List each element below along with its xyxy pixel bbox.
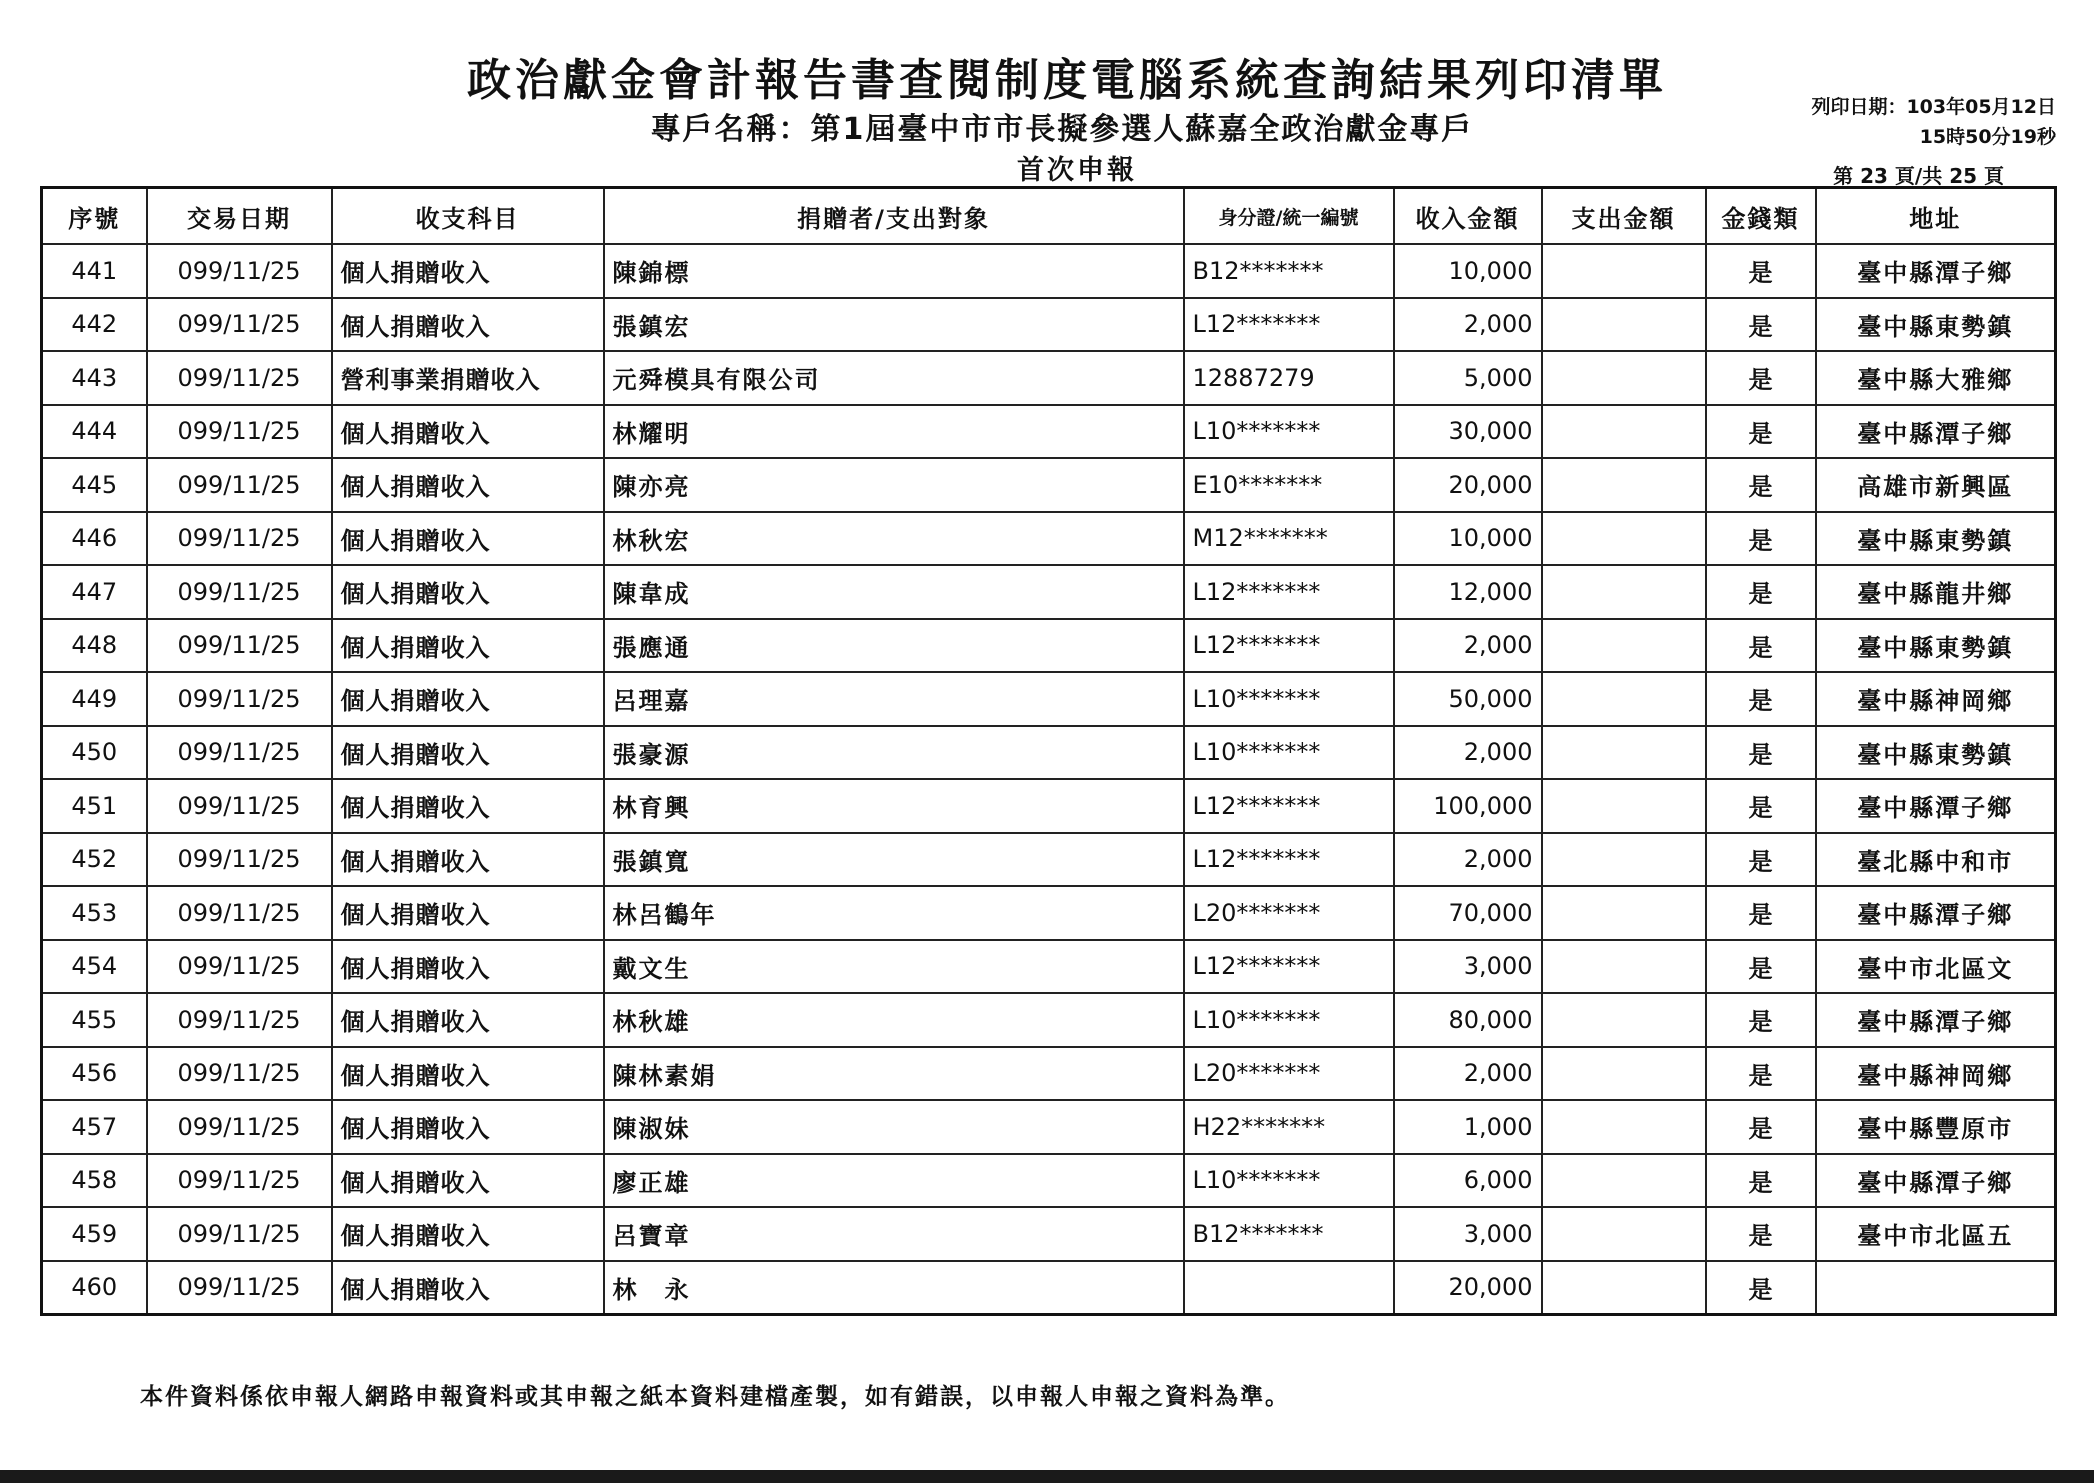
- seq-cell: 443: [42, 351, 147, 405]
- money-type-cell: 是: [1706, 298, 1816, 352]
- id-cell: B12*******: [1184, 1207, 1394, 1261]
- income-cell: 12,000: [1394, 565, 1542, 619]
- table-row: [42, 779, 2056, 833]
- category-cell: 個人捐贈收入: [332, 244, 604, 298]
- address-cell: 高雄市新興區: [1816, 458, 2056, 512]
- date-cell: 099/11/25: [147, 993, 332, 1047]
- seq-cell: 460: [42, 1261, 147, 1315]
- money-type-cell: 是: [1706, 726, 1816, 780]
- date-cell: 099/11/25: [147, 1207, 332, 1261]
- table-row: [42, 1207, 2056, 1261]
- expense-cell: [1542, 993, 1706, 1047]
- table-row: [42, 458, 2056, 512]
- table-row: [42, 886, 2056, 940]
- address-cell: 臺中縣潭子鄉: [1816, 886, 2056, 940]
- column-header: 收支科目: [332, 188, 604, 245]
- date-cell: 099/11/25: [147, 940, 332, 994]
- category-cell: 個人捐贈收入: [332, 1100, 604, 1154]
- column-header: 序號: [42, 188, 147, 245]
- income-cell: 2,000: [1394, 298, 1542, 352]
- id-cell: E10*******: [1184, 458, 1394, 512]
- id-cell: 12887279: [1184, 351, 1394, 405]
- donor-cell: 呂寶章: [604, 1207, 1184, 1261]
- category-cell: 個人捐贈收入: [332, 1207, 604, 1261]
- date-cell: 099/11/25: [147, 1154, 332, 1208]
- date-cell: 099/11/25: [147, 405, 332, 459]
- seq-cell: 447: [42, 565, 147, 619]
- address-cell: 臺中市北區文: [1816, 940, 2056, 994]
- date-cell: 099/11/25: [147, 1047, 332, 1101]
- income-cell: 2,000: [1394, 619, 1542, 673]
- category-cell: 個人捐贈收入: [332, 779, 604, 833]
- table-row: [42, 619, 2056, 673]
- money-type-cell: 是: [1706, 1261, 1816, 1315]
- date-cell: 099/11/25: [147, 1261, 332, 1315]
- category-cell: 營利事業捐贈收入: [332, 351, 604, 405]
- table-row: [42, 833, 2056, 887]
- expense-cell: [1542, 458, 1706, 512]
- table-row: [42, 244, 2056, 298]
- seq-cell: 442: [42, 298, 147, 352]
- address-cell: 臺中縣東勢鎮: [1816, 512, 2056, 566]
- category-cell: 個人捐贈收入: [332, 940, 604, 994]
- date-cell: 099/11/25: [147, 619, 332, 673]
- income-cell: 100,000: [1394, 779, 1542, 833]
- expense-cell: [1542, 1154, 1706, 1208]
- category-cell: 個人捐贈收入: [332, 993, 604, 1047]
- money-type-cell: 是: [1706, 779, 1816, 833]
- expense-cell: [1542, 619, 1706, 673]
- id-cell: L12*******: [1184, 833, 1394, 887]
- money-type-cell: 是: [1706, 1154, 1816, 1208]
- date-cell: 099/11/25: [147, 833, 332, 887]
- id-cell: L12*******: [1184, 619, 1394, 673]
- address-cell: 臺中縣潭子鄉: [1816, 244, 2056, 298]
- expense-cell: [1542, 1207, 1706, 1261]
- seq-cell: 453: [42, 886, 147, 940]
- address-cell: 臺中縣豐原市: [1816, 1100, 2056, 1154]
- seq-cell: 444: [42, 405, 147, 459]
- donor-cell: 林秋宏: [604, 512, 1184, 566]
- expense-cell: [1542, 1100, 1706, 1154]
- donor-cell: 林呂鶴年: [604, 886, 1184, 940]
- seq-cell: 445: [42, 458, 147, 512]
- money-type-cell: 是: [1706, 244, 1816, 298]
- income-cell: 5,000: [1394, 351, 1542, 405]
- table-row: [42, 298, 2056, 352]
- donor-cell: 張豪源: [604, 726, 1184, 780]
- column-header: 金錢類: [1706, 188, 1816, 245]
- address-cell: 臺中縣潭子鄉: [1816, 993, 2056, 1047]
- id-cell: H22*******: [1184, 1100, 1394, 1154]
- table-row: [42, 1154, 2056, 1208]
- seq-cell: 452: [42, 833, 147, 887]
- account-name: 專戶名稱：第1屆臺中市市長擬參選人蘇嘉全政治獻金專戶: [650, 112, 1474, 147]
- money-type-cell: 是: [1706, 405, 1816, 459]
- seq-cell: 450: [42, 726, 147, 780]
- income-cell: 2,000: [1394, 1047, 1542, 1101]
- category-cell: 個人捐贈收入: [332, 1154, 604, 1208]
- table-row: [42, 565, 2056, 619]
- income-cell: 10,000: [1394, 512, 1542, 566]
- date-cell: 099/11/25: [147, 672, 332, 726]
- money-type-cell: 是: [1706, 833, 1816, 887]
- income-cell: 3,000: [1394, 940, 1542, 994]
- seq-cell: 449: [42, 672, 147, 726]
- category-cell: 個人捐贈收入: [332, 726, 604, 780]
- donor-cell: 張鎮宏: [604, 298, 1184, 352]
- income-cell: 30,000: [1394, 405, 1542, 459]
- seq-cell: 441: [42, 244, 147, 298]
- id-cell: L10*******: [1184, 993, 1394, 1047]
- seq-cell: 451: [42, 779, 147, 833]
- donation-ledger-table: [40, 186, 2057, 1316]
- table-row: [42, 1047, 2056, 1101]
- table-row: [42, 726, 2056, 780]
- id-cell: L12*******: [1184, 779, 1394, 833]
- column-header: 支出金額: [1542, 188, 1706, 245]
- seq-cell: 458: [42, 1154, 147, 1208]
- donor-cell: 廖正雄: [604, 1154, 1184, 1208]
- category-cell: 個人捐贈收入: [332, 298, 604, 352]
- expense-cell: [1542, 512, 1706, 566]
- category-cell: 個人捐贈收入: [332, 619, 604, 673]
- money-type-cell: 是: [1706, 619, 1816, 673]
- donor-cell: 元舜模具有限公司: [604, 351, 1184, 405]
- expense-cell: [1542, 351, 1706, 405]
- id-cell: L12*******: [1184, 565, 1394, 619]
- category-cell: 個人捐贈收入: [332, 1261, 604, 1315]
- seq-cell: 457: [42, 1100, 147, 1154]
- income-cell: 50,000: [1394, 672, 1542, 726]
- table-header-row: [42, 188, 2056, 245]
- money-type-cell: 是: [1706, 886, 1816, 940]
- donor-cell: 陳淑妹: [604, 1100, 1184, 1154]
- seq-cell: 456: [42, 1047, 147, 1101]
- donor-cell: 戴文生: [604, 940, 1184, 994]
- money-type-cell: 是: [1706, 1207, 1816, 1261]
- address-cell: 臺中縣潭子鄉: [1816, 405, 2056, 459]
- print-date: [1811, 92, 2056, 152]
- date-cell: 099/11/25: [147, 565, 332, 619]
- expense-cell: [1542, 886, 1706, 940]
- table-row: [42, 351, 2056, 405]
- donor-cell: 林育興: [604, 779, 1184, 833]
- date-cell: 099/11/25: [147, 298, 332, 352]
- donor-cell: 林耀明: [604, 405, 1184, 459]
- print-date-line2: 15時50分19秒: [1919, 126, 2056, 148]
- table-body: [42, 244, 2056, 1315]
- address-cell: 臺中縣神岡鄉: [1816, 672, 2056, 726]
- category-cell: 個人捐贈收入: [332, 458, 604, 512]
- donor-cell: 呂理嘉: [604, 672, 1184, 726]
- seq-cell: 454: [42, 940, 147, 994]
- id-cell: L10*******: [1184, 405, 1394, 459]
- category-cell: 個人捐贈收入: [332, 886, 604, 940]
- document-title: 政治獻金會計報告書查閱制度電腦系統查詢結果列印清單: [467, 55, 1667, 106]
- address-cell: 臺中市北區五: [1816, 1207, 2056, 1261]
- id-cell: M12*******: [1184, 512, 1394, 566]
- address-cell: 臺北縣中和市: [1816, 833, 2056, 887]
- money-type-cell: 是: [1706, 565, 1816, 619]
- address-cell: 臺中縣潭子鄉: [1816, 1154, 2056, 1208]
- expense-cell: [1542, 940, 1706, 994]
- footer-note: 本件資料係依申報人網路申報資料或其申報之紙本資料建檔產製，如有錯誤，以申報人申報之資料為準。: [140, 1384, 1290, 1410]
- money-type-cell: 是: [1706, 351, 1816, 405]
- money-type-cell: 是: [1706, 940, 1816, 994]
- expense-cell: [1542, 833, 1706, 887]
- money-type-cell: 是: [1706, 512, 1816, 566]
- income-cell: 6,000: [1394, 1154, 1542, 1208]
- expense-cell: [1542, 565, 1706, 619]
- expense-cell: [1542, 779, 1706, 833]
- id-cell: L10*******: [1184, 726, 1394, 780]
- money-type-cell: 是: [1706, 458, 1816, 512]
- category-cell: 個人捐贈收入: [332, 405, 604, 459]
- date-cell: 099/11/25: [147, 512, 332, 566]
- income-cell: 80,000: [1394, 993, 1542, 1047]
- column-header: 捐贈者/支出對象: [604, 188, 1184, 245]
- income-cell: 70,000: [1394, 886, 1542, 940]
- date-cell: 099/11/25: [147, 351, 332, 405]
- money-type-cell: 是: [1706, 1047, 1816, 1101]
- date-cell: 099/11/25: [147, 458, 332, 512]
- donor-cell: 張應通: [604, 619, 1184, 673]
- income-cell: 1,000: [1394, 1100, 1542, 1154]
- table-row: [42, 405, 2056, 459]
- report-type: 首次申報: [1017, 155, 1137, 186]
- address-cell: 臺中縣神岡鄉: [1816, 1047, 2056, 1101]
- id-cell: L20*******: [1184, 1047, 1394, 1101]
- id-cell: L20*******: [1184, 886, 1394, 940]
- address-cell: 臺中縣龍井鄉: [1816, 565, 2056, 619]
- bottom-scan-edge: [0, 1470, 2094, 1483]
- donor-cell: 陳錦標: [604, 244, 1184, 298]
- column-header: 收入金額: [1394, 188, 1542, 245]
- print-date-line1: 列印日期：103年05月12日: [1811, 96, 2056, 118]
- id-cell: L10*******: [1184, 672, 1394, 726]
- money-type-cell: 是: [1706, 672, 1816, 726]
- income-cell: 3,000: [1394, 1207, 1542, 1261]
- income-cell: 20,000: [1394, 458, 1542, 512]
- date-cell: 099/11/25: [147, 886, 332, 940]
- table-row: [42, 512, 2056, 566]
- column-header: 身分證/統一編號: [1184, 188, 1394, 245]
- income-cell: 10,000: [1394, 244, 1542, 298]
- date-cell: 099/11/25: [147, 726, 332, 780]
- table-row: [42, 1100, 2056, 1154]
- expense-cell: [1542, 1047, 1706, 1101]
- date-cell: 099/11/25: [147, 779, 332, 833]
- category-cell: 個人捐贈收入: [332, 672, 604, 726]
- table-row: [42, 672, 2056, 726]
- donor-cell: 陳林素娟: [604, 1047, 1184, 1101]
- column-header: 地址: [1816, 188, 2056, 245]
- donor-cell: 張鎮寬: [604, 833, 1184, 887]
- expense-cell: [1542, 244, 1706, 298]
- address-cell: [1816, 1261, 2056, 1315]
- id-cell: L12*******: [1184, 298, 1394, 352]
- donor-cell: 陳韋成: [604, 565, 1184, 619]
- money-type-cell: 是: [1706, 993, 1816, 1047]
- date-cell: 099/11/25: [147, 244, 332, 298]
- date-cell: 099/11/25: [147, 1100, 332, 1154]
- table-row: [42, 940, 2056, 994]
- income-cell: 20,000: [1394, 1261, 1542, 1315]
- page-info: 第 23 頁/共 25 頁: [1833, 164, 2004, 188]
- address-cell: 臺中縣潭子鄉: [1816, 779, 2056, 833]
- id-cell: L10*******: [1184, 1154, 1394, 1208]
- id-cell: B12*******: [1184, 244, 1394, 298]
- expense-cell: [1542, 726, 1706, 780]
- column-header: 交易日期: [147, 188, 332, 245]
- table-row: [42, 993, 2056, 1047]
- table-row: [42, 1261, 2056, 1315]
- seq-cell: 448: [42, 619, 147, 673]
- expense-cell: [1542, 1261, 1706, 1315]
- income-cell: 2,000: [1394, 833, 1542, 887]
- income-cell: 2,000: [1394, 726, 1542, 780]
- donor-cell: 林 永: [604, 1261, 1184, 1315]
- category-cell: 個人捐贈收入: [332, 833, 604, 887]
- money-type-cell: 是: [1706, 1100, 1816, 1154]
- seq-cell: 446: [42, 512, 147, 566]
- address-cell: 臺中縣東勢鎮: [1816, 619, 2056, 673]
- seq-cell: 459: [42, 1207, 147, 1261]
- address-cell: 臺中縣東勢鎮: [1816, 298, 2056, 352]
- donor-cell: 陳亦亮: [604, 458, 1184, 512]
- expense-cell: [1542, 672, 1706, 726]
- donor-cell: 林秋雄: [604, 993, 1184, 1047]
- expense-cell: [1542, 298, 1706, 352]
- category-cell: 個人捐贈收入: [332, 1047, 604, 1101]
- category-cell: 個人捐贈收入: [332, 565, 604, 619]
- address-cell: 臺中縣大雅鄉: [1816, 351, 2056, 405]
- category-cell: 個人捐贈收入: [332, 512, 604, 566]
- id-cell: [1184, 1261, 1394, 1315]
- id-cell: L12*******: [1184, 940, 1394, 994]
- expense-cell: [1542, 405, 1706, 459]
- seq-cell: 455: [42, 993, 147, 1047]
- address-cell: 臺中縣東勢鎮: [1816, 726, 2056, 780]
